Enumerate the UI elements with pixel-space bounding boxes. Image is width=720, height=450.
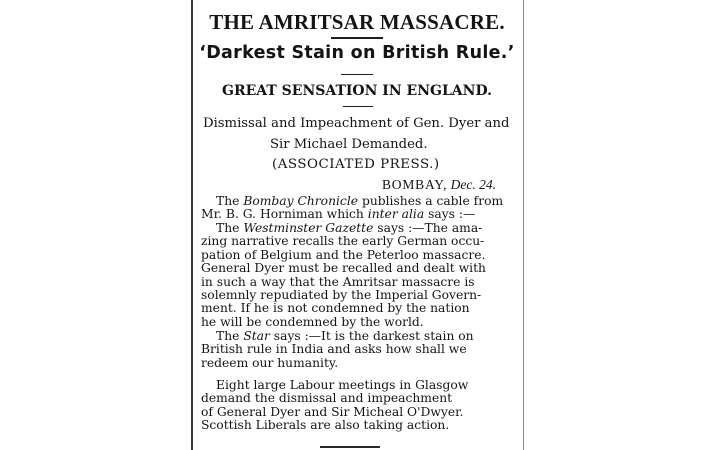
paragraph-line: demand the dismissal and impeachment [201, 391, 453, 406]
paragraph-line: British rule in India and asks how shall we [201, 342, 467, 357]
paragraph-chronicle [201, 195, 503, 222]
deck: GREAT SENSATION IN ENGLAND. [222, 83, 492, 99]
newspaper-name: Bombay Chronicle [243, 194, 359, 208]
dateline-date: Dec. 24. [450, 177, 496, 192]
subheadline-divider [341, 74, 373, 75]
headline: THE AMRITSAR MASSACRE. [209, 10, 505, 34]
paragraph-line [201, 208, 503, 221]
subheadline: ‘Darkest Stain on British Rule.’ [199, 43, 515, 63]
summary-line-1: Dismissal and Impeachment of Gen. Dyer and [203, 116, 510, 131]
headline-divider [331, 37, 383, 39]
paragraph-line: of General Dyer and Sir Micheal O'Dwyer. [201, 404, 464, 419]
text-run: The [216, 221, 244, 235]
summary-line-2: Sir Michael Demanded. [270, 137, 428, 152]
paragraph-line [201, 222, 486, 235]
paragraph-line: in such a way that the Amritsar massacre is [201, 274, 475, 289]
column-rule-left [191, 0, 193, 450]
paragraph-glasgow [201, 379, 468, 433]
paragraph-line: he will be condemned by the world. [201, 314, 424, 329]
text-run: publishes a cable from [358, 194, 504, 208]
newspaper-name: Star [243, 329, 270, 343]
column-rule-right [523, 0, 524, 450]
newspaper-name: Westminster Gazette [243, 221, 374, 235]
paragraph-line: redeem our humanity. [201, 355, 339, 370]
text-run: says :—The ama- [373, 221, 483, 235]
paragraph-line: ment. If he is not condemned by the nation [201, 301, 470, 316]
paragraph-westminster [201, 222, 486, 329]
deck-divider [343, 106, 373, 107]
paragraph-star [201, 330, 474, 370]
agency-credit: (ASSOCIATED PRESS.) [272, 157, 440, 172]
text-run: The [216, 329, 244, 343]
paragraph-line: Eight large Labour meetings in Glasgow [216, 378, 469, 392]
end-divider [320, 446, 380, 448]
text-run: Mr. B. G. Horniman which [201, 207, 368, 222]
paragraph-line [201, 195, 503, 208]
paragraph-line: zing narrative recalls the early German occu- [201, 234, 485, 249]
text-run: says :— [424, 207, 476, 222]
paragraph-line: General Dyer must be recalled and dealt with [201, 261, 486, 276]
paragraph-line: Scottish Liberals are also taking action. [201, 418, 450, 433]
dateline [382, 177, 496, 193]
text-run: says :—It is the darkest stain on [269, 329, 474, 343]
text-run: The [216, 194, 244, 208]
dateline-city: BOMBAY, [382, 177, 448, 192]
latin-phrase: inter alia [367, 207, 425, 222]
paragraph-line: solemnly repudiated by the Imperial Govern- [201, 288, 482, 303]
paragraph-line [201, 330, 474, 343]
paragraph-line: pation of Belgium and the Peterloo massacre. [201, 247, 486, 262]
newspaper-clipping [194, 0, 520, 450]
